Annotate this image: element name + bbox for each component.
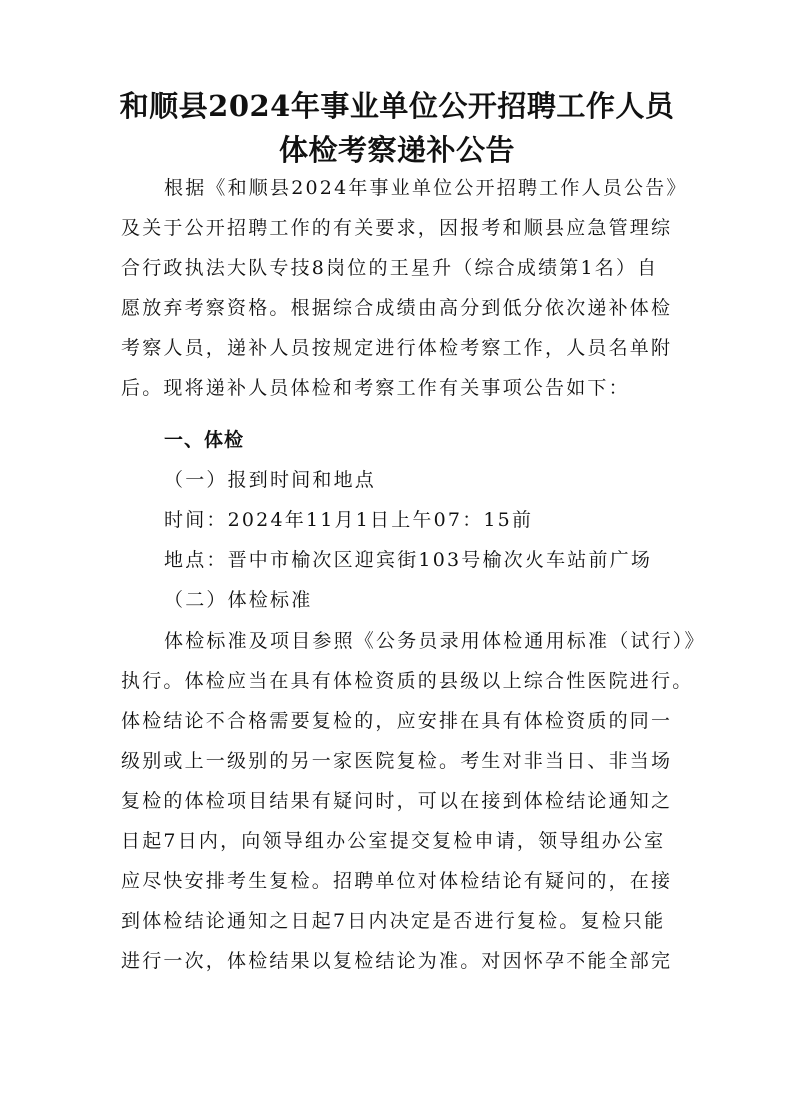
paragraph-line: 到体检结论通知之日起7日内决定是否进行复检。复检只能	[121, 910, 666, 932]
paragraph-line: 级别或上一级别的另一家医院复检。考生对非当日、非当场	[121, 750, 673, 772]
paragraph-line: 执行。体检应当在具有体检资质的县级以上综合性医院进行。	[121, 670, 694, 692]
document-title-line-1: 和顺县2024年事业单位公开招聘工作人员	[119, 89, 675, 123]
paragraph-line: 应尽快安排考生复检。招聘单位对体检结论有疑问的，在接	[121, 870, 673, 892]
time-line: 时间：2024年11月1日上午07：15前	[164, 509, 534, 531]
paragraph-line: 合行政执法大队专技8岗位的王星升（综合成绩第1名）自	[121, 257, 659, 279]
paragraph-line: 及关于公开招聘工作的有关要求，因报考和顺县应急管理综	[121, 217, 673, 239]
paragraph-line: 愿放弃考察资格。根据综合成绩由高分到低分依次递补体检	[121, 297, 673, 319]
paragraph-line: 考察人员，递补人员按规定进行体检考察工作，人员名单附	[121, 337, 673, 359]
subsection-heading: （一）报到时间和地点	[164, 469, 377, 491]
location-line: 地点：晋中市榆次区迎宾街103号榆次火车站前广场	[164, 549, 653, 571]
paragraph-line: 复检的体检项目结果有疑问时，可以在接到体检结论通知之	[121, 790, 673, 812]
paragraph-line: 根据《和顺县2024年事业单位公开招聘工作人员公告》	[164, 177, 688, 199]
subsection-heading: （二）体检标准	[164, 589, 313, 611]
section-heading: 一、体检	[164, 429, 245, 451]
paragraph-line: 进行一次，体检结果以复检结论为准。对因怀孕不能全部完	[121, 950, 673, 972]
paragraph-line: 日起7日内，向领导组办公室提交复检申请，领导组办公室	[121, 830, 666, 852]
paragraph-line: 体检结论不合格需要复检的，应安排在具有体检资质的同一	[121, 710, 673, 732]
paragraph-line: 后。现将递补人员体检和考察工作有关事项公告如下：	[121, 377, 630, 399]
document-title-line-2: 体检考察递补公告	[278, 133, 515, 167]
paragraph-line: 体检标准及项目参照《公务员录用体检通用标准（试行）》	[164, 630, 706, 652]
